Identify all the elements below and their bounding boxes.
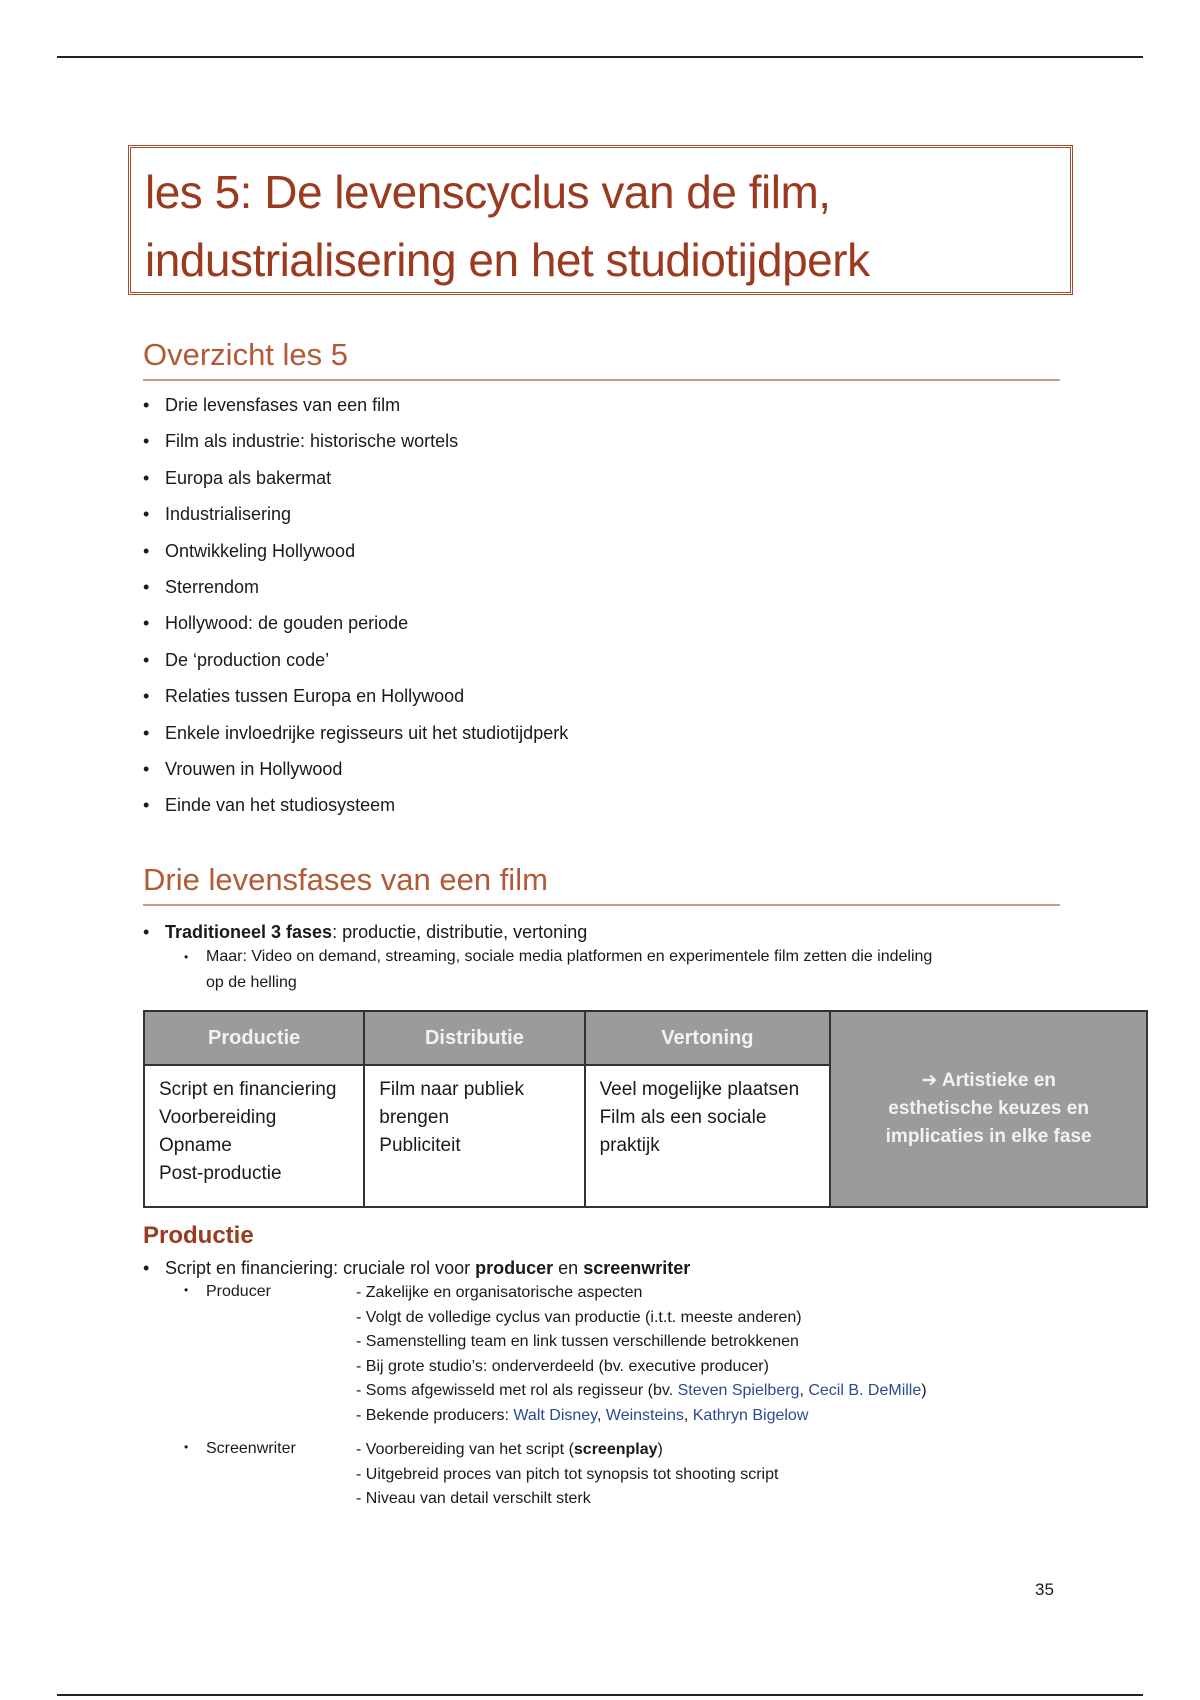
cell-line: Opname xyxy=(159,1135,232,1156)
phases-bullet-rest: : productie, distributie, vertoning xyxy=(332,922,588,942)
desc-text: ) xyxy=(921,1382,927,1399)
header-distributie: Distributie xyxy=(364,1011,584,1065)
side-note-cell xyxy=(830,1011,1147,1207)
cell-line: Publiciteit xyxy=(379,1135,461,1156)
side-note-line-1: Artistieke en xyxy=(941,1070,1056,1091)
desc-text: - Bekende producers: xyxy=(356,1406,514,1424)
desc-text: - Voorbereiding van het script ( xyxy=(356,1441,574,1458)
productie-bullet-mid: en xyxy=(553,1258,584,1278)
list-item: • Industrialisering xyxy=(143,502,568,538)
link-weinsteins[interactable]: Weinsteins xyxy=(605,1406,684,1424)
cell-line: Script en financiering xyxy=(159,1079,337,1100)
page-number: 35 xyxy=(1035,1580,1054,1599)
screenwriter-label-item: • Screenwriter xyxy=(184,1440,296,1457)
phases-bullet-bold: Traditioneel 3 fases xyxy=(165,922,333,942)
screenwriter-bold: screenwriter xyxy=(583,1258,691,1278)
header-vertoning: Vertoning xyxy=(585,1011,831,1065)
list-item: • Vrouwen in Hollywood xyxy=(143,757,568,793)
cell-productie xyxy=(144,1065,364,1207)
desc-text: , xyxy=(799,1382,809,1399)
cell-line: Voorbereiding xyxy=(159,1107,277,1128)
bottom-rule xyxy=(57,1694,1143,1696)
link-kathryn-bigelow[interactable]: Kathryn Bigelow xyxy=(692,1406,809,1424)
cell-line: Film als een sociale xyxy=(599,1107,767,1128)
desc-text: , xyxy=(597,1406,606,1424)
cell-line: brengen xyxy=(379,1107,450,1128)
page-title xyxy=(145,158,1056,294)
list-item: • Drie levensfases van een film xyxy=(143,393,568,429)
productie-bullet: • Script en financiering: cruciale rol voor producer en screenwriter xyxy=(143,1258,691,1278)
list-item: • Ontwikkeling Hollywood xyxy=(143,539,568,575)
desc-line: - Zakelijke en organisatorische aspecten xyxy=(356,1284,643,1301)
desc-line xyxy=(356,1404,927,1429)
overview-heading: Overzicht les 5 xyxy=(143,337,1060,381)
screenwriter-label: Screenwriter xyxy=(206,1440,296,1457)
cell-line: praktijk xyxy=(599,1135,660,1156)
phases-sub-line-1: Maar: Video on demand, streaming, sociale media platformen en experimentele film zetten die indeling xyxy=(206,948,933,965)
list-item: • De ‘production code’ xyxy=(143,648,568,684)
top-rule xyxy=(57,56,1143,58)
link-steven-spielberg[interactable]: Steven Spielberg xyxy=(677,1382,800,1399)
phases-bullet: • Traditioneel 3 fases: productie, distributie, vertoning xyxy=(143,922,588,942)
list-item: • Sterrendom xyxy=(143,575,568,611)
cell-line: Film naar publiek xyxy=(379,1079,524,1100)
list-item: • Enkele invloedrijke regisseurs uit het studiotijdperk xyxy=(143,721,568,757)
cell-distributie xyxy=(364,1065,584,1207)
cell-vertoning xyxy=(585,1065,831,1207)
producer-bold: producer xyxy=(475,1258,554,1278)
desc-text: ) xyxy=(657,1441,663,1458)
desc-line: - Bij grote studio’s: onderverdeeld (bv. executive producer) xyxy=(356,1357,769,1375)
desc-line xyxy=(356,1379,927,1404)
screenwriter-description xyxy=(356,1438,778,1512)
producer-description xyxy=(356,1281,927,1428)
phases-sub-line-2: op de helling xyxy=(206,974,297,991)
list-item: • Relaties tussen Europa en Hollywood xyxy=(143,684,568,720)
desc-line: - Samenstelling team en link tussen verschillende betrokkenen xyxy=(356,1333,799,1350)
desc-text: , xyxy=(683,1406,693,1424)
link-cecil-demille[interactable]: Cecil B. DeMille xyxy=(808,1382,922,1399)
cell-line: Veel mogelijke plaatsen xyxy=(599,1079,800,1100)
phases-subbullet: • Maar: Video on demand, streaming, sociale media platformen en experimentele film zetten die indeling op de helling xyxy=(184,948,933,991)
desc-text: - Soms afgewisseld met rol als regisseur (bv. xyxy=(356,1382,678,1399)
desc-line xyxy=(356,1438,778,1463)
desc-line: - Volgt de volledige cyclus van productie (i.t.t. meeste anderen) xyxy=(356,1308,802,1326)
title-box xyxy=(128,145,1073,295)
productie-bullet-pre: Script en financiering: cruciale rol voor xyxy=(165,1258,476,1278)
screenplay-bold: screenplay xyxy=(573,1441,658,1458)
title-line-1: les 5: De levenscyclus van de film, xyxy=(145,166,831,218)
cell-line: Post-productie xyxy=(159,1163,282,1184)
header-productie: Productie xyxy=(144,1011,364,1065)
list-item: • Einde van het studiosysteem xyxy=(143,793,568,829)
list-item: • Film als industrie: historische wortels xyxy=(143,429,568,465)
overview-list xyxy=(143,393,568,830)
link-walt-disney[interactable]: Walt Disney xyxy=(513,1406,597,1424)
side-note-line-2: esthetische keuzes en xyxy=(888,1098,1089,1119)
title-line-2: industrialisering en het studiotijdperk xyxy=(145,234,870,286)
side-note-line-3: implicaties in elke fase xyxy=(885,1126,1092,1147)
arrow-right-icon: ➔ xyxy=(921,1070,938,1091)
producer-label: Producer xyxy=(206,1283,271,1300)
desc-line: - Niveau van detail verschilt sterk xyxy=(356,1490,591,1507)
productie-heading: Productie xyxy=(143,1222,254,1249)
desc-line: - Uitgebreid proces van pitch tot synopsis tot shooting script xyxy=(356,1465,779,1483)
producer-label-item: • Producer xyxy=(184,1283,271,1300)
phases-heading: Drie levensfases van een film xyxy=(143,862,1060,906)
list-item: • Hollywood: de gouden periode xyxy=(143,611,568,647)
list-item: • Europa als bakermat xyxy=(143,466,568,502)
phases-table xyxy=(143,1010,1148,1208)
